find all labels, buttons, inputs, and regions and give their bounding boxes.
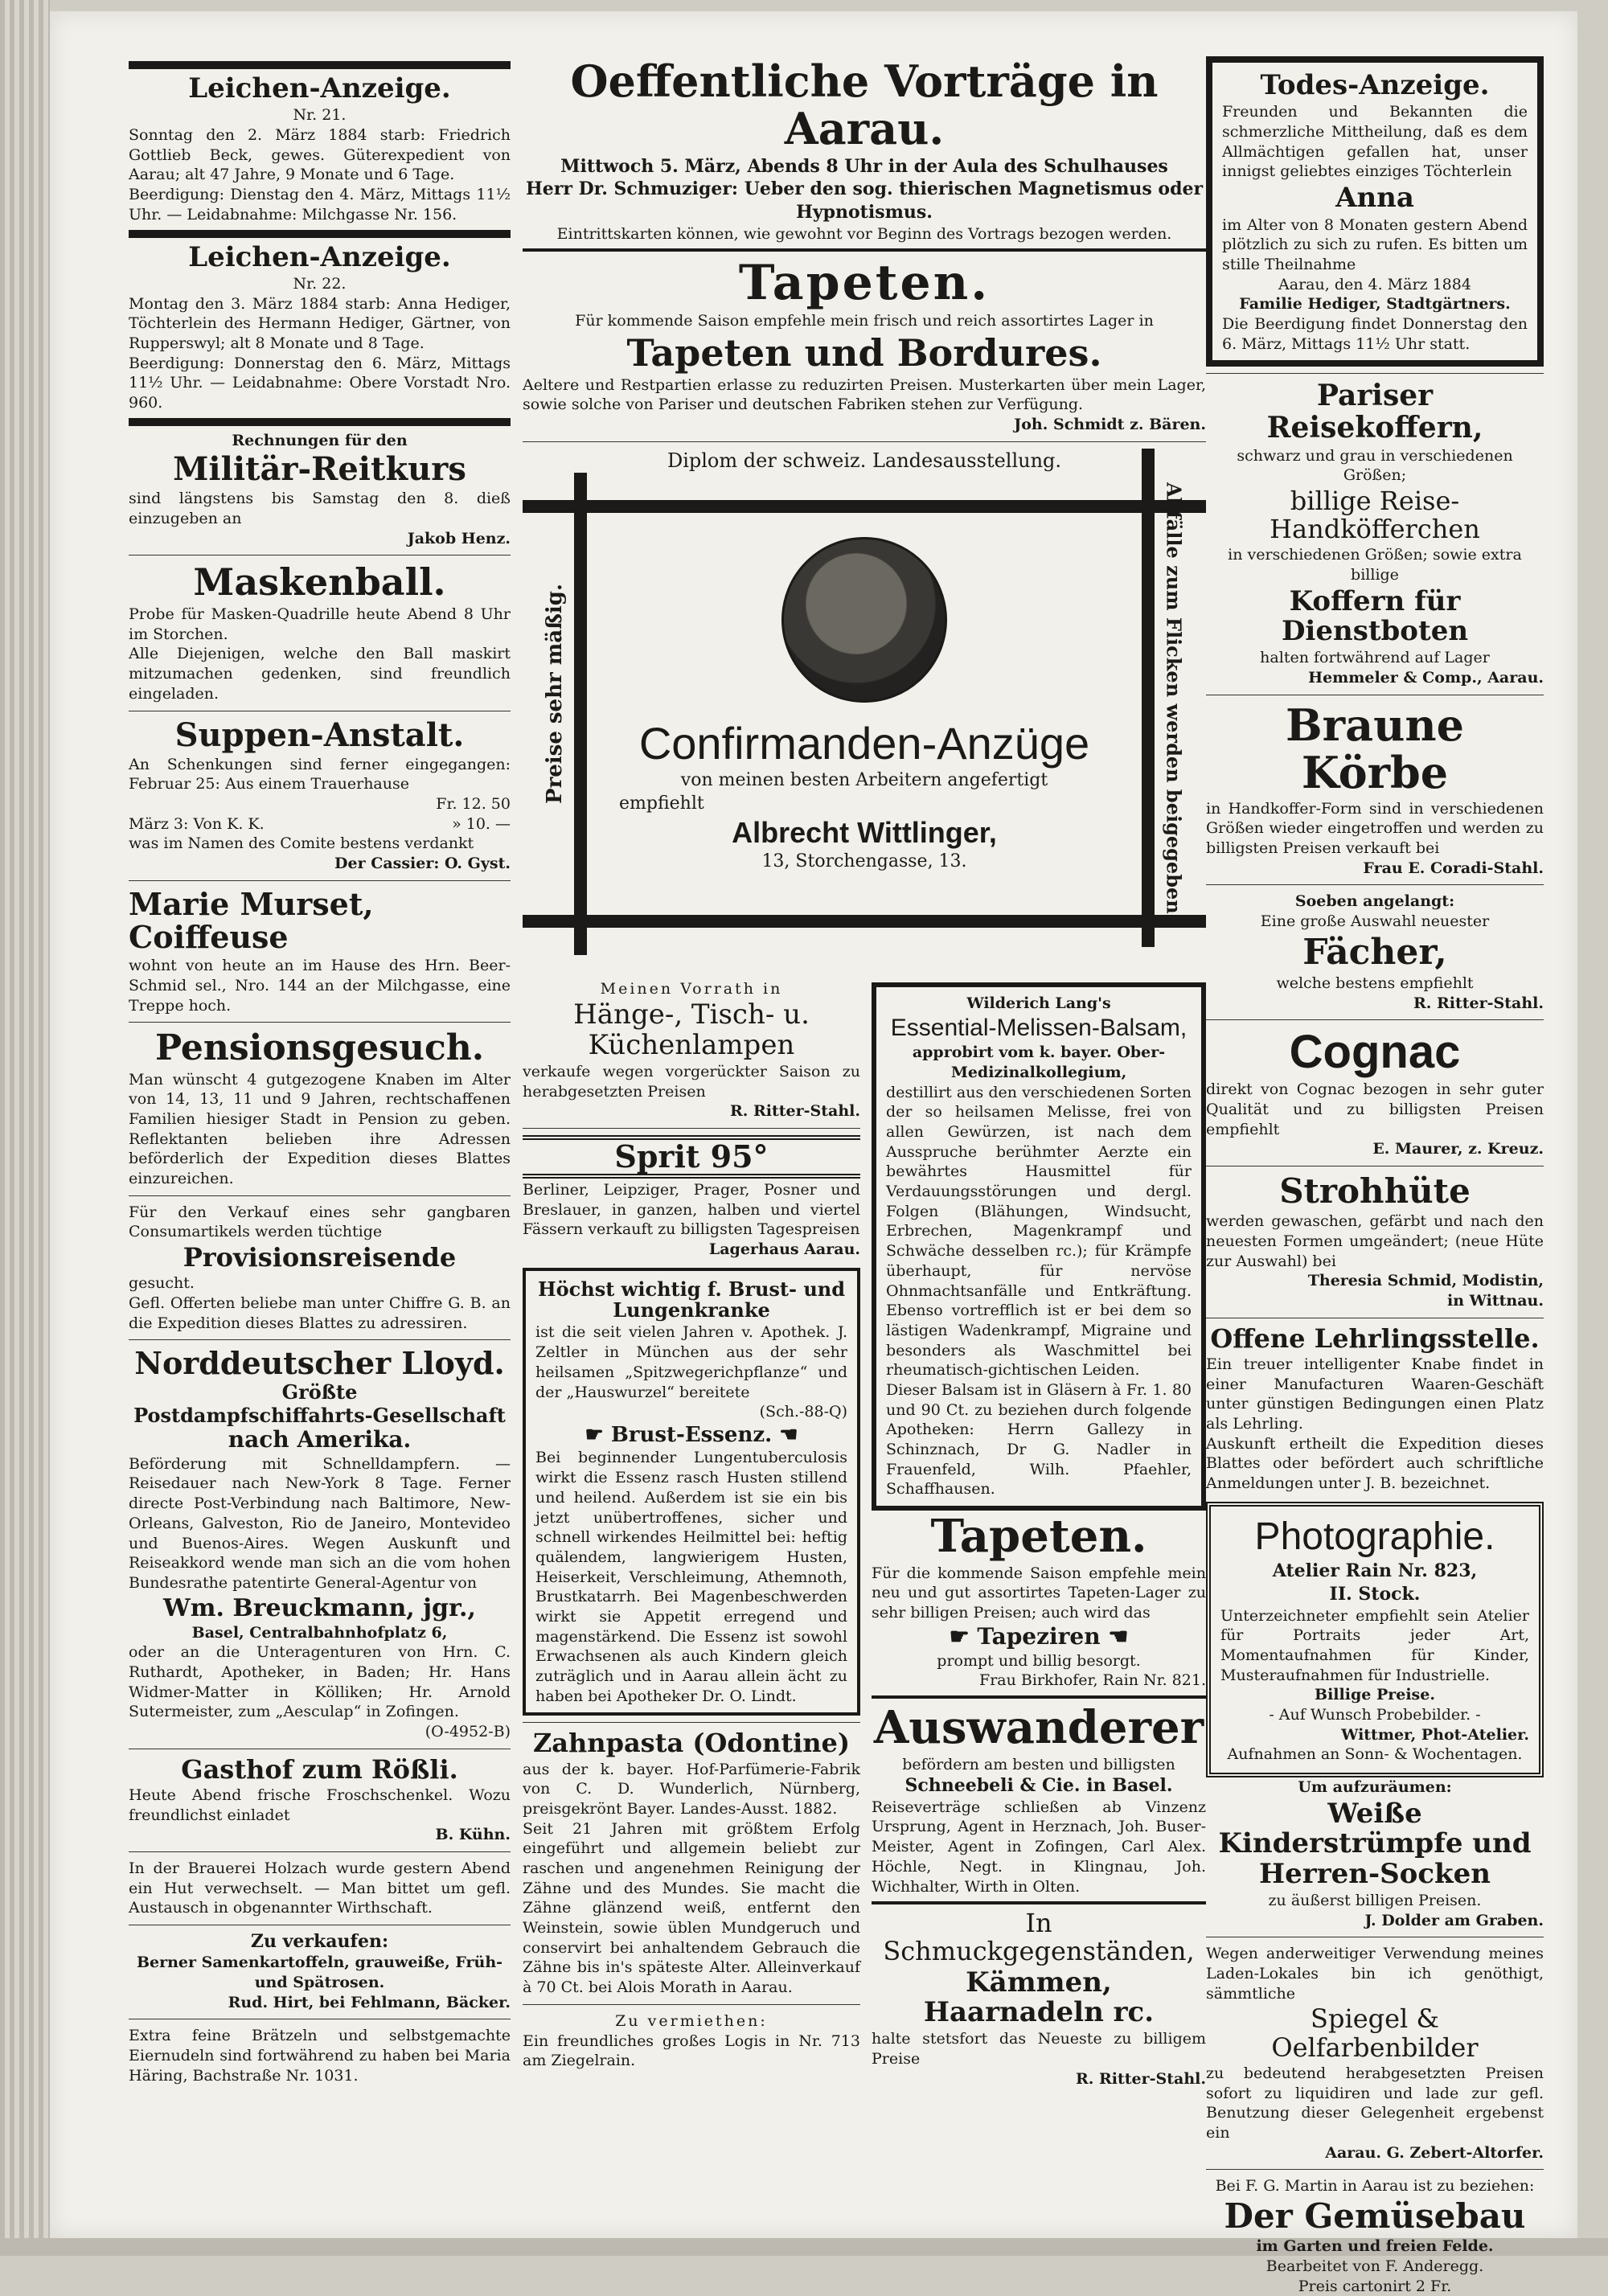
- ad-text: aus der k. bayer. Hof-Parfümerie-Fabrik von C. D. Wunderlich, Nürnberg, preisgekrönt Bayer. Landes-Ausst. 1882.: [523, 1760, 860, 1819]
- ad-sign: R. Ritter-Stahl.: [1206, 994, 1544, 1014]
- ad-text: Ein treuer intelligenter Knabe findet in einer Manufacturen Waaren-Geschäft unter günstigen Bedingungen einen Platz als Lehrling.: [1206, 1355, 1544, 1434]
- ad-title: Strohhüte: [1206, 1173, 1544, 1210]
- ad-sign: Theresia Schmid, Modistin,: [1206, 1271, 1544, 1291]
- ad-text: Für den Verkauf eines sehr gangbaren Consumartikels werden tüchtige: [129, 1203, 511, 1242]
- ad-leichen-21: [129, 74, 511, 225]
- rule: [129, 880, 511, 881]
- ad-text: Aeltere und Restpartien erlasse zu reduzirten Preisen. Musterkarten über mein Lager, sowie solche von Pariser und deutschen Fabriken stehen zur Verfügung.: [523, 375, 1206, 415]
- rule: [129, 418, 511, 426]
- ad-text: destillirt aus den verschiedenen Sorten der so heilsamen Melisse, frei von allen Gewürzen, ist nach dem Ausspruche berühmter Aerzte ein bewährtes Hausmittel für Verdauungsstörungen und dergl. Folgen (Blähungen, Windsucht, Erbrechen, Magenkrampf und Schwäche desselben rc.); für Krämpfe überhaupt, für nervöse Ohnmachtsanfälle und Entkräftung. Ebenso vortrefflich ist er bei dem so lästigen Wadenkrampf, Migraine und besonders als Waschmittel bei rheumatisch-gichtischen Leiden.: [886, 1083, 1192, 1380]
- rule: [1206, 884, 1544, 885]
- pointing-hand-icon: ☚: [772, 1423, 798, 1447]
- ad-sign: E. Maurer, z. Kreuz.: [1206, 1139, 1544, 1159]
- frame-bar-bottom: [523, 915, 1206, 928]
- ad-sprit: [523, 1135, 860, 1260]
- ad-text: von meinen besten Arbeitern angefertigt: [619, 769, 1110, 793]
- ad-text: Freunden und Bekannten die schmerzliche Mittheilung, daß es dem Allmächtigen gefallen hat, unser innigst geliebtes einziges Töchterlein: [1222, 102, 1528, 182]
- middle-subcol-left: [523, 979, 860, 2089]
- ad-title: Norddeutscher Lloyd.: [129, 1347, 511, 1380]
- ad-text: Dieser Balsam ist in Gläsern à Fr. 1. 80 und 90 Ct. zu beziehen durch folgende Apotheken: Herrn Gallezy in Schinznach, Dr G. Nadler in Frauenfeld, Wilh. Pfaehler, Schaffhausen.: [886, 1380, 1192, 1499]
- ad-gemuesebau: [1206, 2176, 1544, 2296]
- rule: [129, 1339, 511, 1340]
- ad-text: werden gewaschen, gefärbt und nach den neuesten Formen umgeändert; (neue Hüte zur Auswahl) bei: [1206, 1212, 1544, 1271]
- ad-sub: Koffern für Dienstboten: [1206, 587, 1544, 647]
- ad-title: Sprit 95°: [523, 1135, 860, 1179]
- ad-sub-text: Tapeziren: [977, 1623, 1100, 1650]
- ad-text: Bearbeitet von F. Anderegg.: [1206, 2257, 1544, 2277]
- ad-lampen: [523, 979, 860, 1122]
- ad-cognac: [1206, 1027, 1544, 1159]
- ad-text: empfiehlt: [619, 793, 1110, 816]
- ad-title: Marie Murset, Coiffeuse: [129, 888, 511, 955]
- ad-text: Preis cartonirt 2 Fr.: [1206, 2277, 1544, 2296]
- ad-pension: [129, 1029, 511, 1189]
- ad-sign: Frau E. Coradi-Stahl.: [1206, 859, 1544, 879]
- rule: [129, 61, 511, 69]
- ad-title: Suppen-Anstalt.: [129, 718, 511, 753]
- middle-subcol-right: [872, 979, 1206, 2089]
- ad-holzach: In der Brauerei Holzach wurde gestern Abend ein Hut verwechselt. — Man bittet um gefl. Austausch in obgenannter Wirthschaft.: [129, 1859, 511, 1918]
- ad-todes: [1206, 56, 1544, 367]
- ad-text: Eine große Auswahl neuester: [1206, 912, 1544, 932]
- ad-braetzeln: Extra feine Brätzeln und selbstgemachte Eiernudeln sind fortwährend zu haben bei Maria Häring, Bachstraße Nr. 1031.: [129, 2026, 511, 2085]
- ad-photographie: [1206, 1502, 1544, 1777]
- ad-text: in verschiedenen Größen; sowie extra billige: [1206, 545, 1544, 584]
- rule: [129, 1022, 511, 1023]
- ad-title: Photographie.: [1220, 1516, 1529, 1559]
- ad-title: Gasthof zum Rößli.: [129, 1756, 511, 1784]
- ad-brust-essenz: [523, 1268, 860, 1716]
- ad-text: Unterzeichneter empfiehlt sein Atelier für Portraits jeder Art, Momentaufnahmen für Kinder, Musteraufnahmen für Industrielle.: [1220, 1606, 1529, 1686]
- ad-tapeten-1: [523, 256, 1206, 434]
- ad-title: Hänge-, Tisch- u. Küchenlampen: [523, 1000, 860, 1060]
- ad-text: verkaufe wegen vorgerückter Saison zu herabgesetzten Preisen: [523, 1062, 860, 1101]
- ad-sign: B. Kühn.: [129, 1825, 511, 1845]
- ad-text: Alle Diejenigen, welche den Ball maskirt mitzumachen gedenken, sind freundlich eingeladen.: [129, 644, 511, 703]
- ad-amount: » 10. —: [452, 814, 511, 834]
- ad-pre: Wilderich Lang's: [886, 994, 1192, 1014]
- ad-suppen: [129, 718, 511, 874]
- ad-sign: Frau Birkhofer, Rain Nr. 821.: [872, 1671, 1206, 1691]
- ad-pre: Soeben angelangt:: [1206, 892, 1544, 912]
- rule: [129, 1851, 511, 1852]
- ad-pre: Bei F. G. Martin in Aarau ist zu beziehen:: [1206, 2176, 1544, 2196]
- ad-title: In Schmuckgegenständen,: [872, 1909, 1206, 1966]
- ad-text: Wegen anderweitiger Verwendung meines Laden-Lokales bin ich genöthigt, sämmtliche: [1206, 1944, 1544, 2003]
- ad-title: Tapeten.: [523, 256, 1206, 310]
- ad-text: Reiseverträge schließen ab Vinzenz Ursprung, Agent in Herznach, Joh. Buser-Meister, Agent in Zofingen, Carl Alex. Höchle, Negt. in Klingnau, Joh. Wichhalter, Wirth in Olten.: [872, 1798, 1206, 1896]
- ad-maskenball: [129, 562, 511, 703]
- ad-schmuck: [872, 1909, 1206, 2089]
- ad-stock: II. Stock.: [1220, 1583, 1529, 1606]
- ad-title: Cognac: [1206, 1027, 1544, 1078]
- ad-sub: Größte: [129, 1382, 511, 1403]
- ad-code: (O-4952-B): [129, 1722, 511, 1742]
- ad-spiegel: [1206, 1944, 1544, 2163]
- ad-title: Braune Körbe: [1206, 702, 1544, 797]
- frame-bar-right: [1142, 449, 1155, 947]
- medal-seal-icon: [781, 537, 947, 703]
- rule: [1206, 373, 1544, 374]
- ad-text: welche bestens empfiehlt: [1206, 974, 1544, 994]
- ad-address: Basel, Centralbahnhofplatz 6,: [129, 1623, 511, 1643]
- ad-title: Auswanderer: [872, 1704, 1206, 1753]
- ad-text: ist die seit vielen Jahren v. Apothek. J. Zeltler in München aus der sehr heilsamen „Spitzwegerichpflanze“ und der „Hauswurzel“ bereitete: [535, 1322, 847, 1402]
- ad-text: gesucht.: [129, 1273, 511, 1294]
- rule: [523, 1722, 860, 1723]
- ad-lehrling: [1206, 1325, 1544, 1494]
- ad-text: Montag den 3. März 1884 starb: Anna Hediger, Töchterlein des Hermann Hediger, Gärtner, von Rupperswyl; alt 8 Monate und 8 Tage.: [129, 294, 511, 354]
- ad-text: Berliner, Leipziger, Prager, Posner und Breslauer, in ganzen, halben und viertel Fässern verkauft zu billigsten Tagespreisen: [523, 1180, 860, 1240]
- rule: [523, 2004, 860, 2005]
- page-stack-edge: [0, 0, 50, 2256]
- ad-reisekoffern: [1206, 380, 1544, 687]
- ad-sign: Hemmeler & Comp., Aarau.: [1206, 668, 1544, 688]
- ad-title: Pensionsgesuch.: [129, 1029, 511, 1068]
- ad-vermiethen: [523, 2011, 860, 2071]
- ad-sign: Joh. Schmidt z. Bären.: [523, 415, 1206, 435]
- ad-text: im Alter von 8 Monaten gestern Abend plötzlich zu sich zu rufen. Es bitten um stille Theilnahme: [1222, 215, 1528, 275]
- side-text-left: Preise sehr mäßig.: [543, 533, 567, 855]
- ad-sub: im Garten und freien Felde.: [1206, 2237, 1544, 2257]
- ad-text: Heute Abend frische Froschschenkel. Wozu freundlichst einladet: [129, 1786, 511, 1825]
- ad-title: Spiegel & Oelfarbenbilder: [1206, 2005, 1544, 2061]
- ad-sign: Rud. Hirt, bei Fehlmann, Bäcker.: [129, 1993, 511, 2013]
- ad-sign: Der Cassier: O. Gyst.: [129, 854, 511, 874]
- rule: [129, 1195, 511, 1196]
- ad-text: prompt und billig besorgt.: [872, 1651, 1206, 1671]
- ad-text: Mittwoch 5. März, Abends 8 Uhr in der Aula des Schulhauses: [523, 155, 1206, 178]
- ad-text: zu bedeutend herabgesetzten Preisen sofort zu liquidiren und lade zur gefl. Benutzung dieser Gelegenheit ergebenst ein: [1206, 2064, 1544, 2143]
- column-right: [1206, 56, 1544, 2163]
- ad-preis: Billige Preise.: [1220, 1685, 1529, 1705]
- ad-sub: Tapeten und Bordures.: [523, 333, 1206, 374]
- column-left: [129, 56, 511, 2106]
- rule: [872, 1695, 1206, 1699]
- rule: [523, 1128, 860, 1129]
- ad-text: Seit 21 Jahren mit größtem Erfolg eingeführt und allgemein beliebt zur raschen und angenehmen Reinigung der Zähne und des Mundes. Sie macht die Zähne glänzend weiß, entfernt den Weinstein, sowie üblen Mundgeruch und conservirt bei anhaltendem Gebrauch die Zähne bis in's späteste Alter. Alleinverkauf à 70 Ct. bei Alois Morath in Aarau.: [523, 1819, 860, 1998]
- ad-sign: Wittmer, Phot-Atelier.: [1220, 1725, 1529, 1745]
- ad-title: Fächer,: [1206, 933, 1544, 972]
- middle-subcolumns: [523, 979, 1206, 2089]
- ad-text: Beförderung mit Schnelldampfern. — Reisedauer nach New-York 8 Tage. Ferner directe Post-Verbindung nach Baltimore, New-Orleans, Galveston, Rio de Janeiro, Montevideo und Buenos-Aires. Wegen Auskunft und Reiseakkord wende man sich an die vom hohen Bundesrathe patentirte General-Agentur von: [129, 1454, 511, 1593]
- ad-sign: J. Dolder am Graben.: [1206, 1911, 1544, 1931]
- ad-family: Familie Hediger, Stadtgärtners.: [1222, 294, 1528, 314]
- ad-zahnpasta: [523, 1729, 860, 1997]
- ad-code: (Sch.-88-Q): [535, 1402, 847, 1422]
- ad-text: - Auf Wunsch Probebilder. -: [1220, 1705, 1529, 1725]
- ad-title: Zu verkaufen:: [129, 1932, 511, 1951]
- ad-lloyd: [129, 1347, 511, 1741]
- ad-text: Man wünscht 4 gutgezogene Knaben im Alter von 14, 13, 11 und 9 Jahren, rechtschaffenen Familien hiesiger Stadt in Pension zu geben. Reflektanten belieben ihre Adressen beförderlich der Expedition dieses Blattes einzureichen.: [129, 1070, 511, 1189]
- ad-text: zu äußerst billigen Preisen.: [1206, 1891, 1544, 1911]
- ad-address: 13, Storchengasse, 13.: [619, 851, 1110, 874]
- ad-text: direkt von Cognac bezogen in sehr guter Qualität und zu billigsten Preisen empfiehlt: [1206, 1080, 1544, 1139]
- rule: [523, 248, 1206, 252]
- frame-bar-top: [523, 500, 1206, 513]
- ad-title: Tapeten.: [872, 1512, 1206, 1562]
- ad-text: Bei beginnender Lungentuberculosis wirkt die Essenz rasch Husten stillend und heilend. Außerdem ist sie ein bis jetzt unübertroffenes, sicher und schnell wirkendes Heilmittel bei: heftig quälendem, langwierigem Husten, Heiserkeit, Verschleimung, Athemnoth, Brustkatarrh. Bei Magenbeschwerden wirkt sie Appetit erregend und magenstärkend. Die Essenz ist sowohl Erwachsenen als auch Kindern gleich zuträglich und in Aarau allein ächt zu haben bei Apotheker Dr. O. Lindt.: [535, 1448, 847, 1706]
- ad-title: Pariser Reisekoffern,: [1206, 380, 1544, 444]
- ad-provision: [129, 1203, 511, 1334]
- rule: [872, 1901, 1206, 1904]
- ad-number: Nr. 22.: [129, 274, 511, 294]
- ad-pre: Meinen Vorrath in: [523, 979, 860, 999]
- ad-text: Die Beerdigung findet Donnerstag den 6. März, Mittags 11½ Uhr statt.: [1222, 314, 1528, 354]
- ad-sub: billige Reise-Handköfferchen: [1206, 487, 1544, 543]
- ad-vortraege: [523, 58, 1206, 244]
- ad-verkaufen: [129, 1932, 511, 2012]
- ad-confirmanden: [523, 449, 1206, 979]
- ad-sub: Kämmen, Haarnadeln rc.: [872, 1968, 1206, 2028]
- rule: [523, 441, 1206, 442]
- pointing-hand-icon: ☛: [950, 1623, 978, 1650]
- ad-text: Beerdigung: Dienstag den 4. März, Mittags 11½ Uhr. — Leidabnahme: Milchgasse Nr. 156.: [129, 185, 511, 224]
- ad-sub: Postdampfschiffahrts-Gesellschaft: [129, 1405, 511, 1426]
- ad-text: Aufnahmen an Sonn- & Wochentagen.: [1220, 1745, 1529, 1765]
- ad-firm: Schneebeli & Cie. in Basel.: [872, 1774, 1206, 1798]
- rule: [1206, 1019, 1544, 1020]
- ad-text: halten fortwährend auf Lager: [1206, 648, 1544, 668]
- ad-title: Zu vermiethen:: [523, 2011, 860, 2032]
- ad-sign: R. Ritter-Stahl.: [872, 2069, 1206, 2089]
- ad-title: Maskenball.: [129, 562, 511, 603]
- ad-title: Zahnpasta (Odontine): [523, 1729, 860, 1757]
- ad-title: Todes-Anzeige.: [1222, 71, 1528, 100]
- ad-text: Probe für Masken-Quadrille heute Abend 8 Uhr im Storchen.: [129, 605, 511, 644]
- ad-name: Anna: [1222, 183, 1528, 213]
- ad-text: in Handkoffer-Form sind in verschiedenen Größen wieder eingetroffen und werden zu billigsten Preisen verkauft bei: [1206, 799, 1544, 859]
- ad-sub: approbirt vom k. bayer. Ober-Medizinalkollegium,: [886, 1043, 1192, 1082]
- ad-title: Provisionsreisende: [129, 1244, 511, 1272]
- ad-text: Beerdigung: Donnerstag den 6. März, Mittags 11½ Uhr. — Leidabnahme: Obere Vorstadt Nro. 960.: [129, 354, 511, 413]
- ad-strumpfe: [1206, 1777, 1544, 1930]
- ad-text: oder an die Unteragenturen von Hrn. C. Ruthardt, Apotheker, in Baden; Hr. Hans Widmer-Matter in Kölliken; Hr. Arnold Sutermeister, zum „Aesculap“ in Zofingen.: [129, 1642, 511, 1722]
- ad-text: Gefl. Offerten beliebe man unter Chiffre G. B. an die Expedition dieses Blattes zu adressiren.: [129, 1294, 511, 1333]
- ad-text: Sonntag den 2. März 1884 starb: Friedrich Gottlieb Beck, gewes. Güterexpedient von Aarau; alt 47 Jahre, 9 Monate und 6 Tage.: [129, 125, 511, 185]
- ad-number: Nr. 21.: [129, 105, 511, 125]
- ad-text: schwarz und grau in verschiedenen Größen;: [1206, 446, 1544, 486]
- ad-sign: Lagerhaus Aarau.: [523, 1240, 860, 1260]
- ad-sign: in Wittnau.: [1206, 1291, 1544, 1311]
- ad-militaer: [129, 431, 511, 549]
- rule: [1206, 2169, 1544, 2170]
- ad-auswanderer: [872, 1704, 1206, 1896]
- ad-atelier: Atelier Rain Nr. 823,: [1220, 1560, 1529, 1583]
- ad-roessli: [129, 1756, 511, 1845]
- ad-text: was im Namen des Comite bestens verdankt: [129, 834, 511, 854]
- ad-pre: Um aufzuräumen:: [1206, 1777, 1544, 1798]
- ad-pre: Rechnungen für den: [129, 431, 511, 451]
- ad-sub-text: Brust-Essenz.: [611, 1423, 772, 1447]
- ad-text: Ein freundliches großes Logis in Nr. 713 am Ziegelrain.: [523, 2032, 860, 2071]
- ad-title: Offene Lehrlingsstelle.: [1206, 1325, 1544, 1353]
- ad-place: Aarau, den 4. März 1884: [1222, 275, 1528, 295]
- ad-strohhuete: [1206, 1173, 1544, 1311]
- ad-text: sind längstens bis Samstag den 8. dieß einzugeben an: [129, 489, 511, 528]
- ad-text: halte stetsfort das Neueste zu billigem Preise: [872, 2029, 1206, 2068]
- ad-text: Auskunft ertheilt die Expedition dieses Blattes oder befördert auch schriftliche Anmeldungen unter J. B. bezeichnet.: [1206, 1434, 1544, 1494]
- ad-text: Herr Dr. Schmuziger: Ueber den sog. thierischen Magnetismus oder Hypnotismus.: [523, 178, 1206, 223]
- ad-melissen: [872, 982, 1206, 1511]
- ad-text: Für die kommende Saison empfehle mein neu und gut assortirtes Tapeten-Lager zu sehr billigen Preisen; auch wird das: [872, 1564, 1206, 1623]
- ad-title: Essential-Melissen-Balsam,: [886, 1015, 1192, 1041]
- ad-amount: Fr. 12. 50: [129, 794, 511, 814]
- ad-sign: Jakob Henz.: [129, 529, 511, 549]
- ad-koerbe: [1206, 702, 1544, 879]
- ad-agent: Wm. Breuckmann, jgr.,: [129, 1595, 511, 1622]
- ad-title: Leichen-Anzeige.: [129, 74, 511, 104]
- column-middle: [523, 56, 1206, 2163]
- ad-sign: R. Ritter-Stahl.: [523, 1101, 860, 1121]
- pointing-hand-icon: ☚: [1101, 1623, 1129, 1650]
- frame-bar-left: [574, 473, 587, 955]
- rule: [129, 555, 511, 556]
- side-text-right: Abfälle zum Flicken werden beigegeben.: [1163, 476, 1186, 926]
- ad-title: Confirmanden-Anzüge: [619, 719, 1110, 769]
- pointing-hand-icon: ☛: [585, 1423, 610, 1447]
- rule: [129, 230, 511, 238]
- ad-title: Oeffentliche Vorträge in Aarau.: [523, 58, 1206, 154]
- ad-sub: nach Amerika.: [129, 1428, 511, 1453]
- ad-diplom: Diplom der schweiz. Landesausstellung.: [523, 449, 1206, 474]
- ad-title: Leichen-Anzeige.: [129, 243, 511, 273]
- ad-name: Albrecht Wittlinger,: [619, 817, 1110, 849]
- ad-title: Weiße Kinderstrümpfe und Herren-Socken: [1206, 1799, 1544, 1889]
- ad-sub: [872, 1625, 1206, 1650]
- confirm-body: [619, 537, 1110, 874]
- ad-sign: Aarau. G. Zebert-Altorfer.: [1206, 2143, 1544, 2163]
- ad-sub: [535, 1424, 847, 1447]
- ad-title: Der Gemüsebau: [1206, 2198, 1544, 2235]
- ad-tapeten-2: [872, 1512, 1206, 1691]
- ad-leichen-22: [129, 243, 511, 413]
- ad-marie-murset: [129, 888, 511, 1016]
- ad-text: befördern am besten und billigsten: [872, 1755, 1206, 1775]
- ad-text: Berner Samenkartoffeln, grauweiße, Früh- und Spätrosen.: [129, 1953, 511, 1992]
- ad-text: An Schenkungen sind ferner eingegangen: Februar 25: Aus einem Trauerhause: [129, 755, 511, 794]
- ad-text: wohnt von heute an im Hause des Hrn. Beer-Schmid sel., Nro. 144 an der Milchgasse, eine Treppe hoch.: [129, 956, 511, 1015]
- ad-line: März 3: Von K. K.: [129, 815, 265, 833]
- ad-faecher: [1206, 892, 1544, 1013]
- ad-text: Für kommende Saison empfehle mein frisch und reich assortirtes Lager in: [523, 311, 1206, 331]
- ad-title: Militär-Reitkurs: [129, 452, 511, 487]
- ad-note: Eintrittskarten können, wie gewohnt vor Beginn des Vortrags bezogen werden.: [523, 224, 1206, 244]
- ad-text: [129, 814, 511, 834]
- ad-title: Höchst wichtig f. Brust- und Lungenkranke: [535, 1279, 847, 1322]
